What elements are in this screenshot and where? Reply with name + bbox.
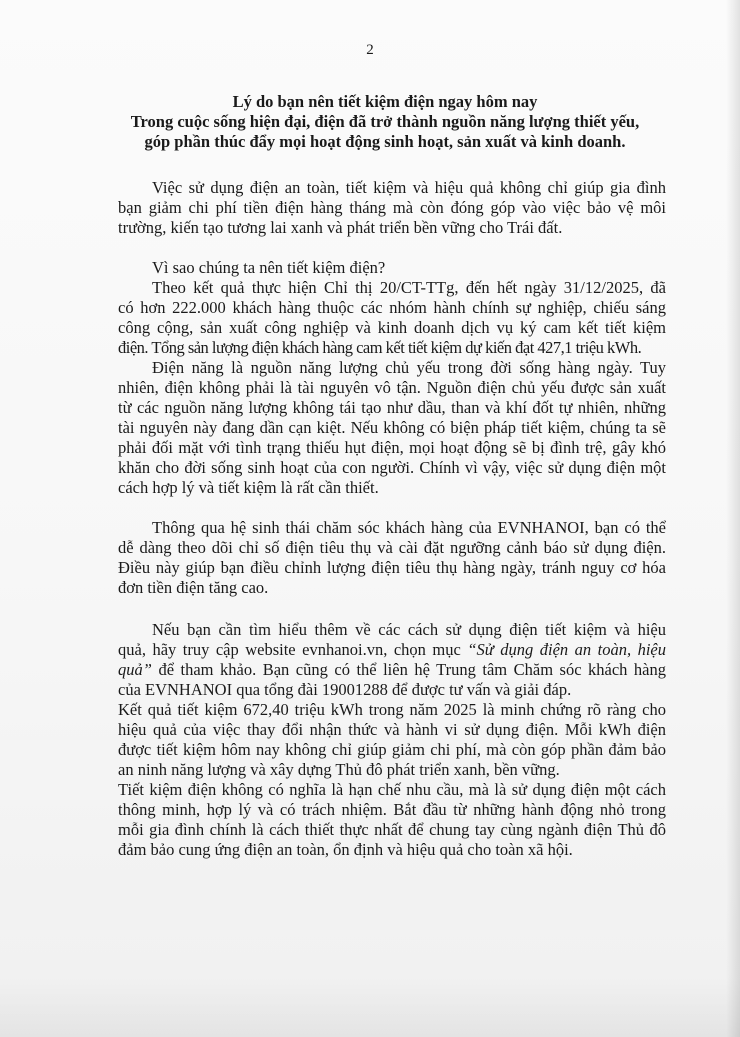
text-line: mỗi gia đình chính là cách thiết thực nhất để chung tay cùng ngành điện Thủ đô: [118, 820, 666, 839]
text-line: hiệu quả của việc thay đổi nhận thức và hành vi sử dụng điện. Mỗi kWh điện: [118, 720, 666, 739]
text-line: dễ dàng theo dõi chỉ số điện tiêu thụ và cài đặt ngưỡng cảnh báo sử dụng điện.: [118, 538, 666, 557]
text-line: Nếu bạn cần tìm hiểu thêm về các cách sử dụng điện tiết kiệm và hiệu: [152, 620, 666, 639]
text-line: từ các nguồn năng lượng không tái tạo như dầu, than và khí đốt tự nhiên, những: [118, 398, 666, 417]
paragraph-evnhanoi-ecosystem: [118, 518, 666, 598]
paragraph-savings-result: [118, 700, 666, 780]
heading-block: [100, 92, 670, 152]
text-line: Điện năng là nguồn năng lượng chủ yếu trong đời sống hàng ngày. Tuy: [152, 358, 666, 377]
text-line: Theo kết quả thực hiện Chỉ thị 20/CT-TTg, đến hết ngày 31/12/2025, đã: [152, 278, 666, 297]
text-line: phải đối mặt với tình trạng thiếu hụt điện, mọi hoạt động sẽ bị đình trệ, gây khó: [118, 438, 666, 457]
text-line: [118, 640, 666, 660]
text-line: của EVNHANOI qua tổng đài 19001288 để được tư vấn và giải đáp.: [118, 680, 572, 699]
text-line: Việc sử dụng điện an toàn, tiết kiệm và hiệu quả không chỉ giúp gia đình: [152, 178, 666, 197]
page-edge-shadow: [726, 0, 740, 1037]
text-segment: để tham khảo. Bạn cũng có thể liên hệ Trung tâm Chăm sóc khách hàng: [151, 660, 666, 679]
page-bottom-shadow: [0, 977, 740, 1037]
text-line: Tiết kiệm điện không có nghĩa là hạn chế nhu cầu, mà là sử dụng điện một cách: [118, 780, 666, 799]
text-line: Kết quả tiết kiệm 672,40 triệu kWh trong năm 2025 là minh chứng rõ ràng cho: [118, 700, 666, 719]
subtitle-line-2: góp phần thúc đẩy mọi hoạt động sinh hoạt, sản xuất và kinh doanh.: [144, 132, 626, 151]
text-line: bạn giảm chi phí tiền điện hàng tháng mà còn đóng góp vào việc bảo vệ môi: [118, 198, 666, 217]
subtitle-line-1: Trong cuộc sống hiện đại, điện đã trở thành nguồn năng lượng thiết yếu,: [130, 112, 640, 131]
text-line: nhiên, điện không phải là tài nguyên vô tận. Nguồn điện chủ yếu được sản xuất: [118, 378, 666, 397]
text-line: đơn tiền điện tăng cao.: [118, 578, 269, 597]
text-line: thông minh, hợp lý và có trách nhiệm. Bắt đầu từ những hành động nhỏ trong: [118, 800, 666, 819]
website-section-name: “Sử dụng điện an toàn, hiệu: [467, 640, 666, 659]
text-line: cách hợp lý và tiết kiệm là rất cần thiết.: [118, 478, 379, 497]
text-segment: quả, hãy truy cập website evnhanoi.vn, chọn mục: [118, 640, 468, 659]
document-title: Lý do bạn nên tiết kiệm điện ngay hôm nay: [232, 92, 538, 111]
text-line: [118, 660, 666, 680]
text-line: Vì sao chúng ta nên tiết kiệm điện?: [152, 258, 386, 277]
text-line: an ninh năng lượng và xây dựng Thủ đô phát triển xanh, bền vững.: [118, 760, 560, 779]
text-line: tài nguyên này đang dần cạn kiệt. Nếu không có biện pháp tiết kiệm, chúng ta sẽ: [118, 418, 666, 437]
text-line: khăn cho đời sống sinh hoạt của con người. Chính vì vậy, việc sử dụng điện một: [118, 458, 666, 477]
paragraph-conclusion: [118, 780, 666, 860]
text-line: công cộng, sản xuất công nghiệp và kinh doanh dịch vụ ký cam kết tiết kiệm: [118, 318, 666, 337]
paragraph-directive-results: [118, 278, 666, 358]
text-line: Điều này giúp bạn điều chỉnh lượng điện tiêu thụ hàng ngày, tránh nguy cơ hóa: [118, 558, 666, 577]
text-line: có hơn 222.000 khách hàng thuộc các nhóm hành chính sự nghiệp, chiếu sáng: [118, 298, 666, 317]
text-line: trường, kiến tạo tương lai xanh và phát triển bền vững cho Trái đất.: [118, 218, 563, 237]
text-line: Thông qua hệ sinh thái chăm sóc khách hàng của EVNHANOI, bạn có thể: [152, 518, 666, 537]
paragraph-intro: [118, 178, 666, 238]
page-number: 2: [366, 42, 374, 58]
text-line: điện. Tổng sản lượng điện khách hàng cam kết tiết kiệm dự kiến đạt 427,1 triệu kWh.: [118, 338, 642, 357]
paragraph-question: [118, 258, 666, 278]
paragraph-energy-resources: [118, 358, 666, 498]
paragraph-more-info: [118, 620, 666, 700]
website-section-name-end: quả”: [118, 660, 152, 679]
text-line: được tiết kiệm hôm nay không chỉ giúp giảm chi phí, mà còn góp phần đảm bảo: [118, 740, 666, 759]
text-line: đảm bảo cung ứng điện an toàn, ổn định và hiệu quả cho toàn xã hội.: [118, 840, 573, 859]
